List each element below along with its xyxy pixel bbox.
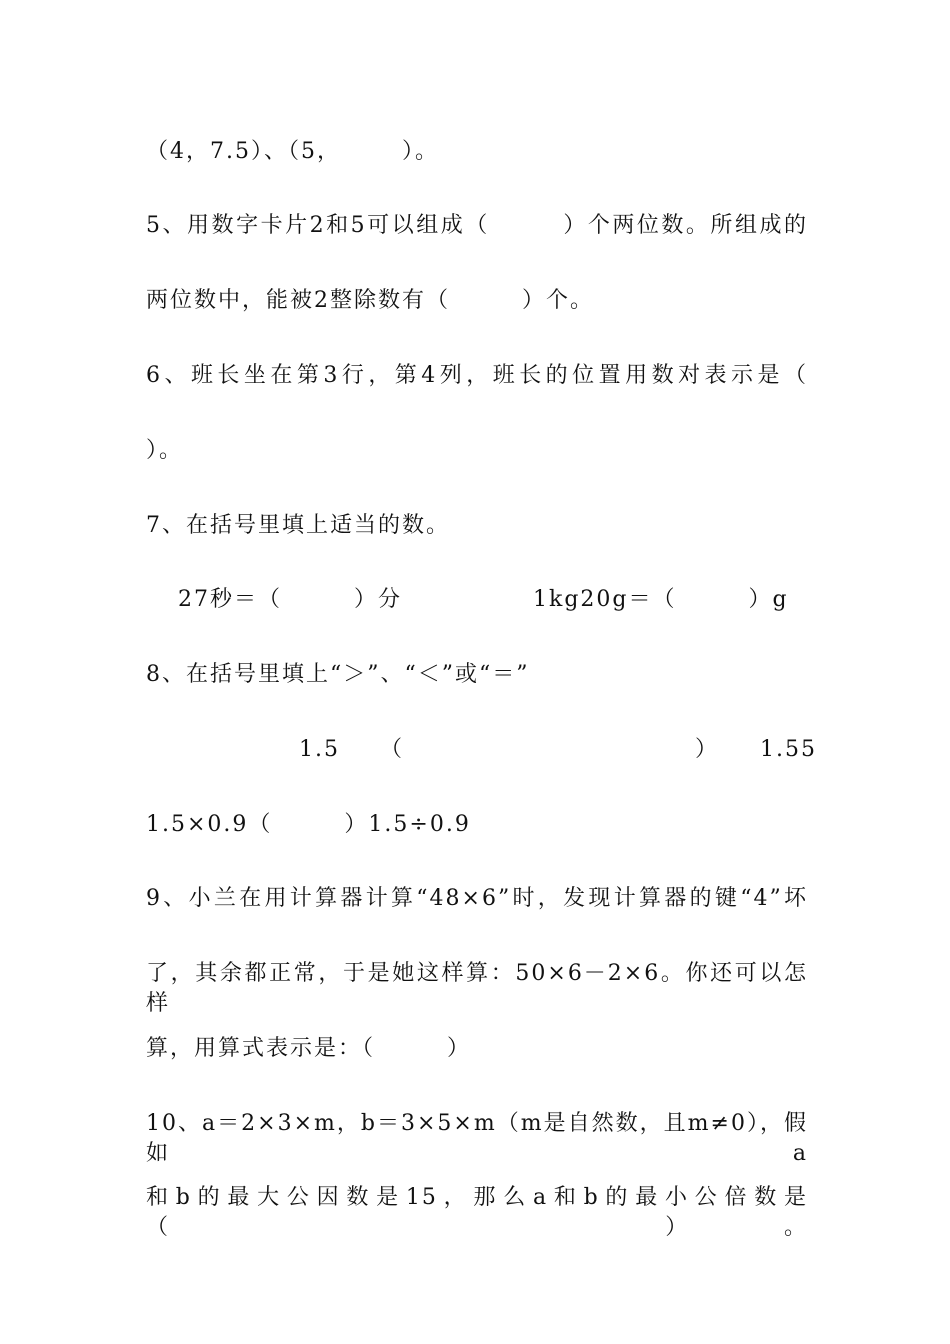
q8-item-2: 1.5×0.9（ ）1.5÷0.9	[146, 812, 471, 837]
q6-line-1: 6、班长坐在第3行，第4列，班长的位置用数对表示是（	[146, 363, 808, 388]
q8-heading: 8、在括号里填上“＞”、“＜”或“＝”	[146, 662, 530, 687]
q4-answer-line: （4，7.5）、（5， ）。	[146, 139, 439, 164]
q5-line-2: 两位数中，能被2整除数有（ ）个。	[146, 288, 594, 313]
q9-line-3: 算，用算式表示是：（ ）	[146, 1036, 472, 1061]
q9-line-2: 了，其余都正常，于是她这样算：50×6－2×6。你还可以怎样	[146, 961, 808, 1016]
q8-item-1-left: 1.5	[299, 737, 340, 762]
q9-line-1: 9、小兰在用计算器计算“48×6”时，发现计算器的键“4”坏	[146, 886, 808, 911]
q7-item-grams: 1kg20g＝（ ）g	[533, 587, 789, 612]
q7-heading: 7、在括号里填上适当的数。	[146, 513, 450, 538]
q8-item-1-close-paren: ）	[695, 737, 720, 762]
q7-item-seconds: 27秒＝（ ）分	[178, 587, 402, 612]
q8-item-1-right: 1.55	[760, 737, 817, 762]
q10-line-2: 和b的最大公因数是15，那么a和b的最小公倍数是（ ）。	[146, 1185, 808, 1240]
q5-line-1: 5、用数字卡片2和5可以组成（ ）个两位数。所组成的	[146, 213, 808, 238]
q6-line-2: ）。	[146, 438, 184, 463]
q8-item-1-open-paren: （	[380, 737, 405, 762]
q10-line-1: 10、a＝2×3×m，b＝3×5×m（m是自然数，且m≠0），假如a	[146, 1111, 808, 1166]
